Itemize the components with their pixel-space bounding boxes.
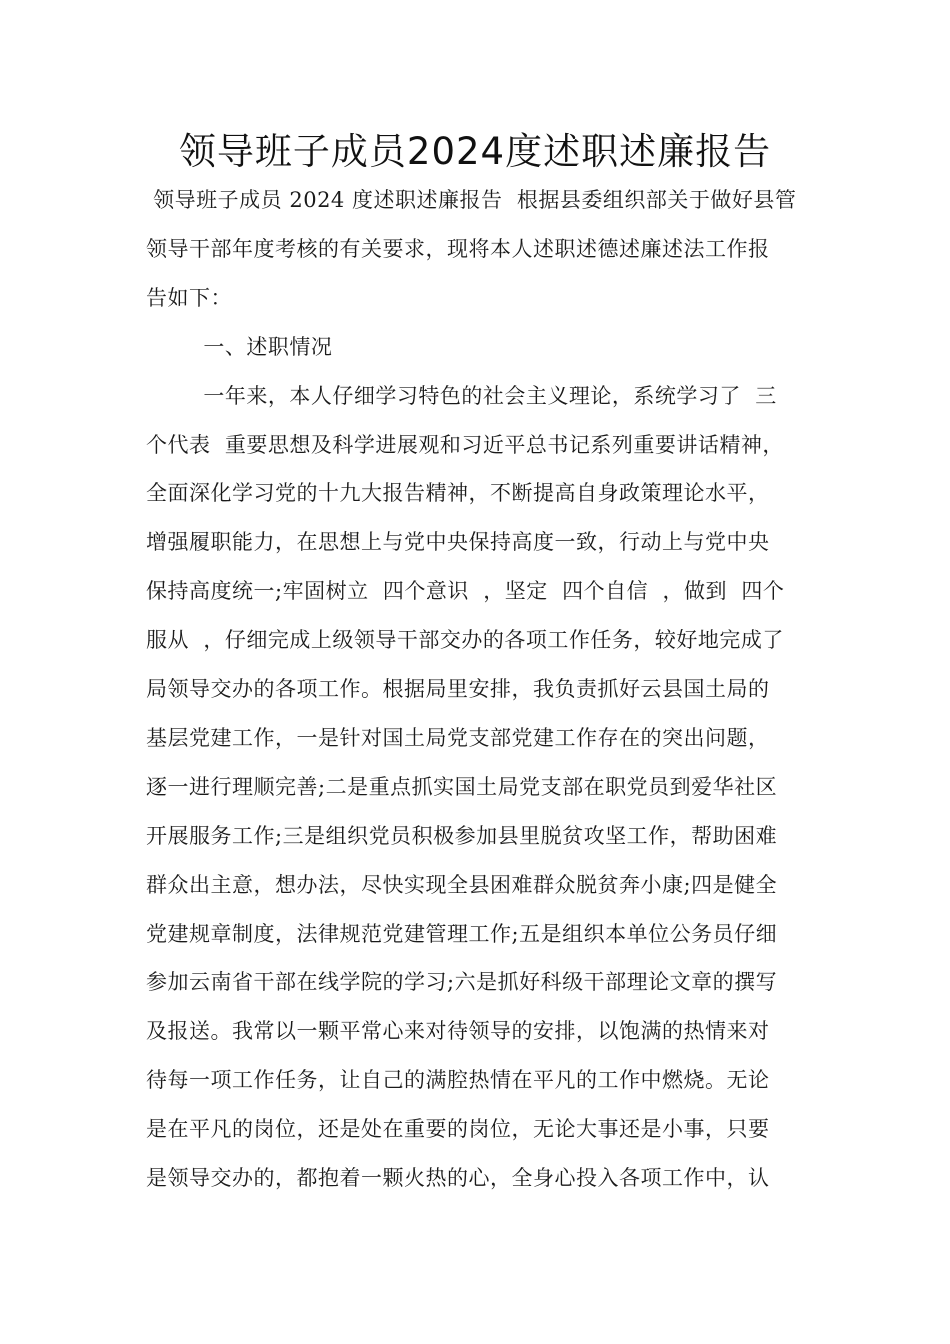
body-line: 待每一项工作任务，让自己的满腔热情在平凡的工作中燃烧。无论 [146,1068,770,1093]
body-line: 服从 ，仔细完成上级领导干部交办的各项工作任务，较好地完成了 [146,628,784,653]
body-line: 增强履职能力，在思想上与党中央保持高度一致，行动上与党中央 [146,530,770,555]
body-line: 局领导交办的各项工作。根据局里安排，我负责抓好云县国土局的 [146,677,770,701]
body-line: 保持高度统一;牢固树立 四个意识 ，坚定 四个自信 ，做到 四个 [146,579,785,604]
body-line: 一、述职情况 [146,334,333,359]
body-line: 及报送。我常以一颗平常心来对待领导的安排，以饱满的热情来对 [146,1019,770,1044]
body-line: 群众出主意，想办法，尽快实现全县困难群众脱贫奔小康;四是健全 [146,872,778,897]
body-line: 是在平凡的岗位，还是处在重要的岗位，无论大事还是小事，只要 [146,1117,770,1142]
body-line: 参加云南省干部在线学院的学习;六是抓好科级干部理论文章的撰写 [146,970,778,995]
body-line: 基层党建工作，一是针对国土局党支部党建工作存在的突出问题， [146,725,770,750]
body-line: 逐一进行理顺完善;二是重点抓实国土局党支部在职党员到爱华社区 [146,774,778,799]
body-line: 领导班子成员 2024 度述职述廉报告 根据县委组织部关于做好县管 [146,188,797,212]
body-line: 领导干部年度考核的有关要求，现将本人述职述德述廉述法工作报 [146,236,770,261]
body-line: 个代表 重要思想及科学进展观和习近平总书记系列重要讲话精神， [146,432,784,457]
document-title: 领导班子成员2024度述职述廉报告 [178,130,772,173]
body-line: 开展服务工作;三是组织党员积极参加县里脱贫攻坚工作，帮助困难 [146,823,778,848]
body-line: 党建规章制度，法律规范党建管理工作;五是组织本单位公务员仔细 [146,921,778,946]
body-line: 告如下： [146,285,232,310]
body-line: 是领导交办的，都抱着一颗火热的心，全身心投入各项工作中，认 [146,1166,770,1190]
body-line: 一年来，本人仔细学习特色的社会主义理论，系统学习了 三 [146,383,777,408]
body-line: 全面深化学习党的十九大报告精神，不断提高自身政策理论水平， [146,481,770,506]
